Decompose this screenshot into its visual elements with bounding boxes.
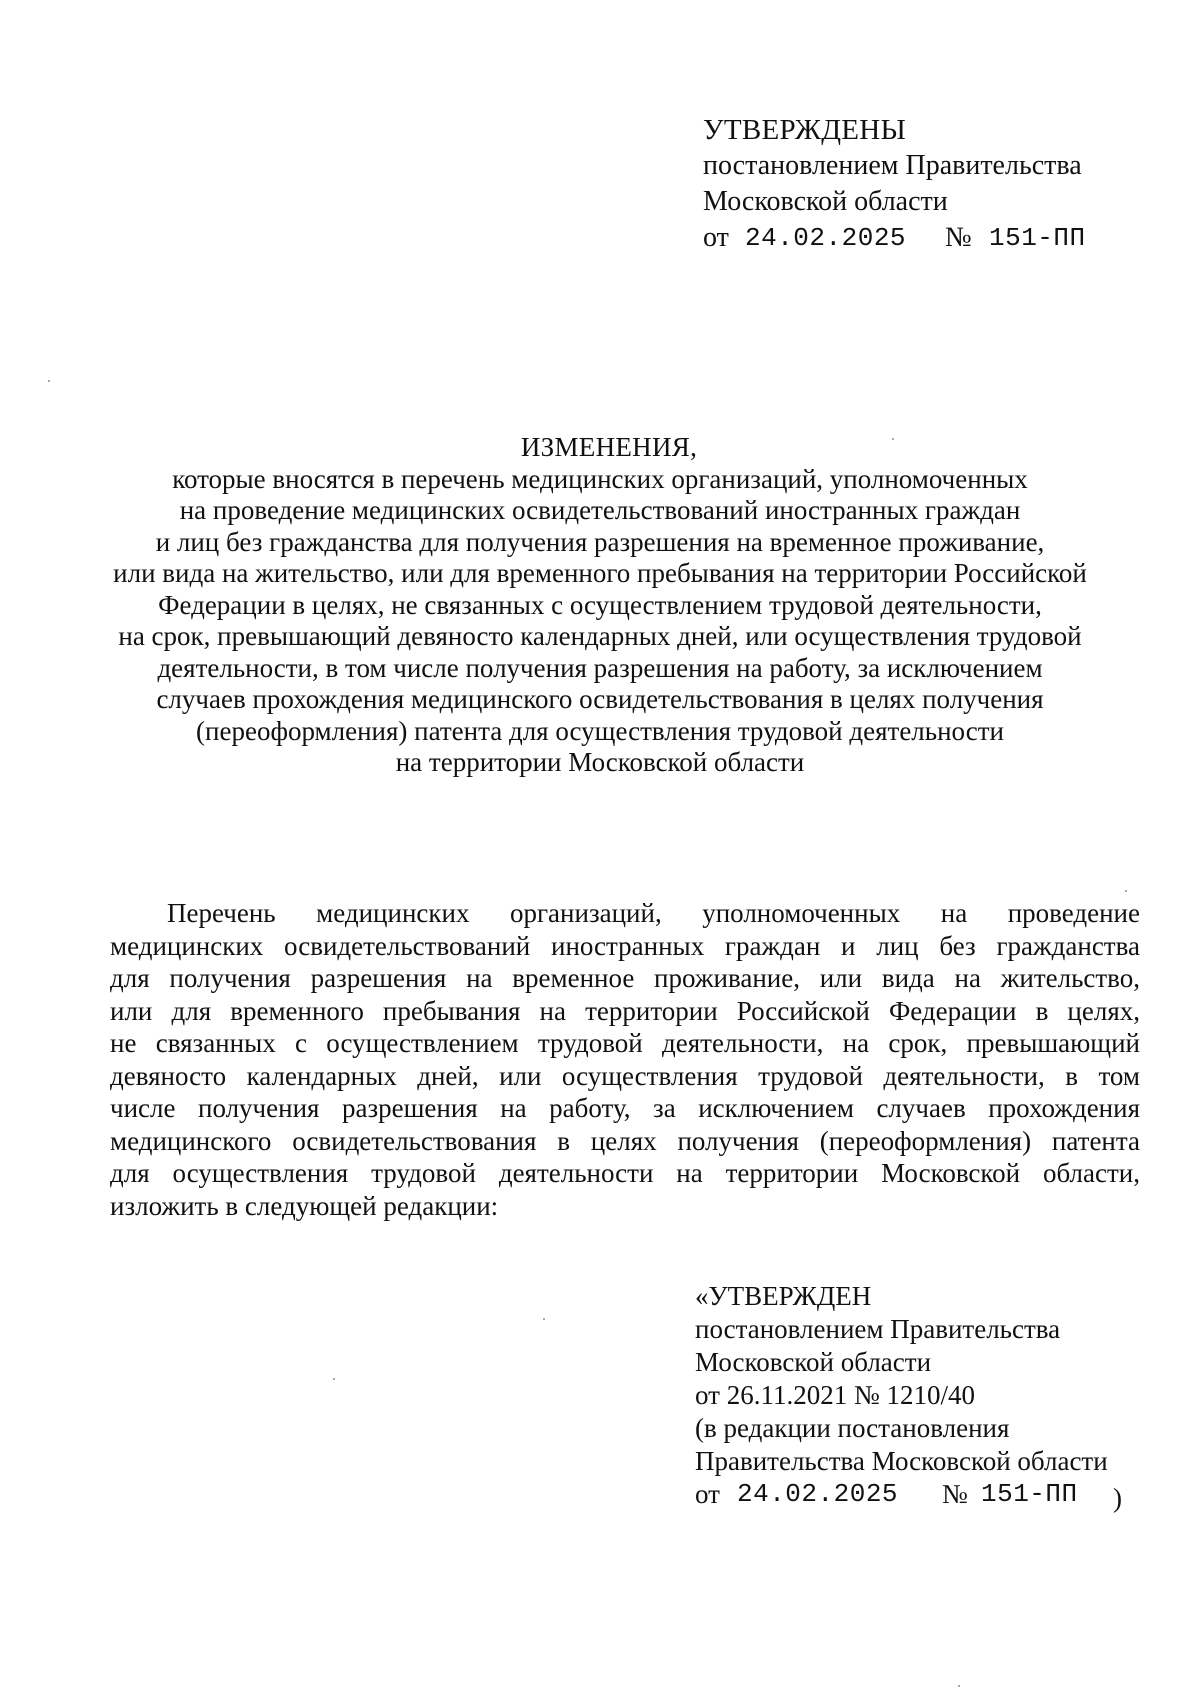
number-prefix: №: [945, 222, 972, 253]
scan-speck: [1125, 890, 1127, 892]
approval-issuer-line: постановлением Правительства: [695, 1314, 1061, 1344]
scan-speck: [958, 1685, 960, 1687]
scan-speck: [48, 380, 50, 382]
body-line: медицинских освидетельствований иностранных граждан и лиц без гражданства: [110, 930, 1140, 961]
approval-region-line: Московской области: [703, 186, 948, 217]
approval-date: 24.02.2025: [745, 223, 907, 253]
title-line: на срок, превышающий девяносто календарных дней, или осуществления трудовой: [118, 621, 1082, 651]
title-line: которые вносятся в перечень медицинских организаций, уполномоченных: [172, 463, 1028, 494]
title-line: на проведение медицинских освидетельствований иностранных граждан: [179, 495, 1021, 525]
title-line: на территории Московской области: [395, 747, 805, 777]
scan-speck: [892, 438, 894, 440]
approval-date-number-row: [703, 220, 1143, 256]
date-prefix: от: [703, 222, 729, 253]
closing-parenthesis: ): [1113, 1483, 1122, 1513]
body-line: для осуществления трудовой деятельности на территории Московской области,: [110, 1158, 1140, 1188]
scan-speck: [333, 1378, 335, 1380]
title-line: (переоформления) патента для осуществления трудовой деятельности: [196, 715, 1004, 746]
number-prefix: №: [942, 1479, 968, 1509]
body-line: девяносто календарных дней, или осуществления трудовой деятельности, в том: [110, 1060, 1140, 1091]
approval-issuer-line: постановлением Правительства: [703, 150, 1082, 181]
approval-number: 151-ПП: [989, 223, 1086, 253]
body-paragraph: [110, 897, 1140, 1222]
approval-date-number-row: [695, 1478, 1155, 1511]
revision-issuer-line: Правительства Московской области: [695, 1446, 1108, 1476]
body-line: числе получения разрешения на работу, за исключением случаев прохождения: [110, 1093, 1140, 1123]
approval-region-line: Московской области: [695, 1347, 932, 1377]
approval-heading: «УТВЕРЖДЕН: [695, 1281, 872, 1311]
original-decree-line: от 26.11.2021 № 1210/40: [695, 1380, 975, 1410]
body-line: Перечень медицинских организаций, уполномоченных на проведение: [167, 898, 1140, 928]
body-line: медицинского освидетельствования в целях получения (переоформления) патента: [110, 1125, 1140, 1156]
approval-stamp-top: [703, 112, 1143, 256]
body-line: не связанных с осуществлением трудовой деятельности, на срок, превышающий: [110, 1028, 1140, 1058]
revision-note-line: (в редакции постановления: [695, 1413, 1010, 1443]
title-line: случаев прохождения медицинского освидетельствования в целях получения: [156, 684, 1044, 714]
body-line: изложить в следующей редакции:: [110, 1190, 499, 1221]
approval-date: 24.02.2025: [737, 1479, 899, 1509]
body-line: для получения разрешения на временное проживание, или вида на жительство,: [110, 963, 1140, 993]
title-line: деятельности, в том числе получения разрешения на работу, за исключением: [157, 652, 1043, 683]
title-line: или вида на жительство, или для временного пребывания на территории Российской: [113, 558, 1087, 588]
approval-heading: УТВЕРЖДЕНЫ: [703, 114, 907, 146]
body-line: или для временного пребывания на территории Российской Федерации в целях,: [110, 995, 1140, 1026]
title-line: и лиц без гражданства для получения разрешения на временное проживание,: [155, 526, 1045, 557]
title-line: Федерации в целях, не связанных с осуществлением трудовой деятельности,: [158, 589, 1042, 620]
title-heading: ИЗМЕНЕНИЯ,: [520, 432, 698, 462]
scan-speck: [543, 1318, 545, 1320]
approval-stamp-bottom: [695, 1280, 1155, 1511]
approval-number: 151-ПП: [981, 1479, 1078, 1509]
date-prefix: от: [695, 1479, 720, 1509]
document-title: [60, 432, 1140, 779]
